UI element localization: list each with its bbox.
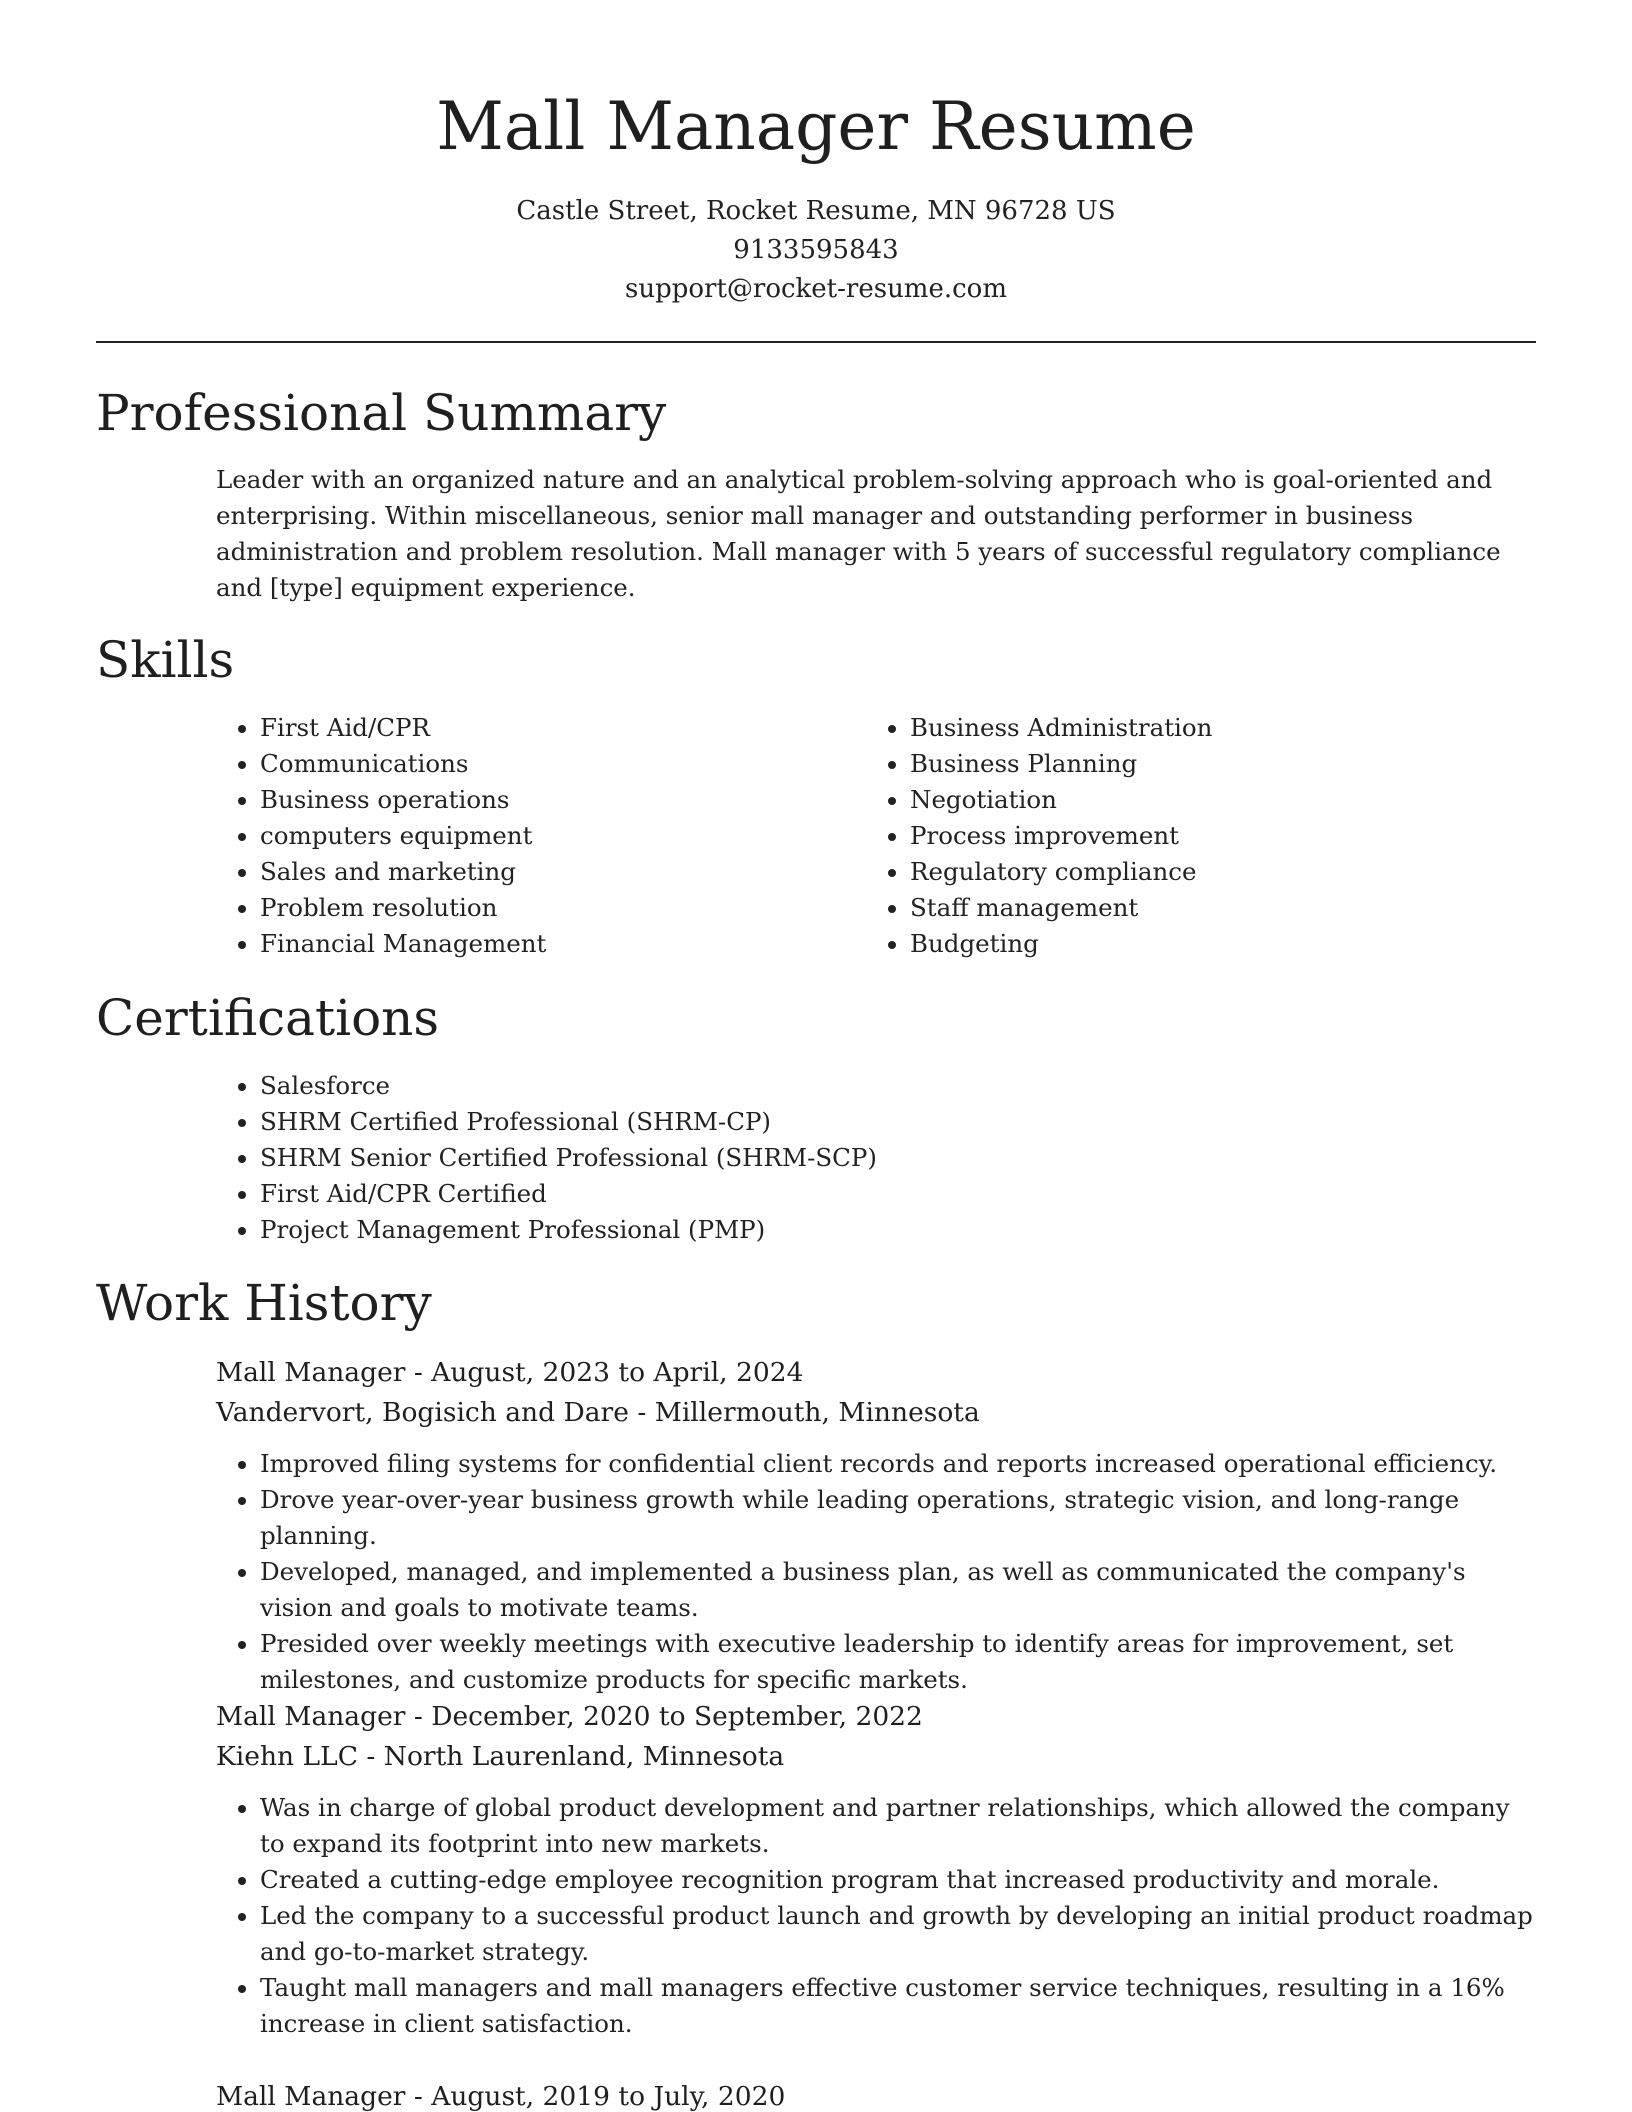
- job-bullets: [216, 1446, 1536, 1698]
- skill-item: • Sales and marketing: [260, 854, 816, 890]
- certification-item: • First Aid/CPR Certified: [260, 1176, 1536, 1212]
- job-title-line: Mall Manager - December, 2020 to September, 2022: [216, 1701, 923, 1732]
- skill-item: • Financial Management: [260, 926, 816, 962]
- summary-text: Leader with an organized nature and an analytical problem-solving approach who is goal-oriented and enterprising. Within miscellaneous, senior mall manager and outstanding performer in business administration and problem resolution. Mall manager with 5 years of successful regulatory compliance and [type] equipment experience.: [216, 465, 1501, 602]
- skill-item: • Problem resolution: [260, 890, 816, 926]
- job-bullet: • Developed, managed, and implemented a business plan, as well as communicated the company's vision and goals to motivate teams.: [260, 1554, 1536, 1626]
- job-bullet: • Taught mall managers and mall managers effective customer service techniques, resulting in a 16% increase in client satisfaction.: [260, 1970, 1536, 2042]
- certification-item: • Salesforce: [260, 1068, 1536, 1104]
- skills-heading: Skills: [96, 631, 235, 689]
- job-bullet: • Was in charge of global product development and partner relationships, which allowed the company to expand its footprint into new markets.: [260, 1790, 1536, 1862]
- contact-phone: 9133595843: [733, 235, 899, 265]
- job-bullet: • Improved filing systems for confidential client records and reports increased operational efficiency.: [260, 1446, 1536, 1482]
- skill-item: • Business Administration: [910, 710, 1466, 746]
- header-divider: [96, 341, 1536, 343]
- certifications-list: [216, 1068, 1536, 1248]
- work-history-heading: Work History: [96, 1274, 432, 1332]
- contact-address: Castle Street, Rocket Resume, MN 96728 US: [516, 196, 1116, 226]
- job-company-line: Vandervort, Bogisich and Dare - Millermouth, Minnesota: [216, 1397, 980, 1428]
- skill-item: • Negotiation: [910, 782, 1466, 818]
- skill-item: • Communications: [260, 746, 816, 782]
- skill-item: • Process improvement: [910, 818, 1466, 854]
- contact-info: [0, 192, 1632, 309]
- summary-heading: Professional Summary: [96, 384, 667, 442]
- job-company-line: Kiehn LLC - North Laurenland, Minnesota: [216, 1741, 785, 1772]
- job-bullets: [216, 1790, 1536, 2042]
- skill-item: • Business operations: [260, 782, 816, 818]
- skill-item: • Staff management: [910, 890, 1466, 926]
- contact-email: support@rocket-resume.com: [624, 274, 1007, 304]
- skill-item: • Business Planning: [910, 746, 1466, 782]
- skills-list-left: [216, 710, 816, 962]
- job-bullet: • Drove year-over-year business growth while leading operations, strategic vision, and long-range planning.: [260, 1482, 1536, 1554]
- job-bullet: • Created a cutting-edge employee recognition program that increased productivity and morale.: [260, 1862, 1536, 1898]
- resume-header: [0, 82, 1632, 309]
- skill-item: • Budgeting: [910, 926, 1466, 962]
- certification-item: • SHRM Certified Professional (SHRM-CP): [260, 1104, 1536, 1140]
- skill-item: • computers equipment: [260, 818, 816, 854]
- job-bullet: • Led the company to a successful product launch and growth by developing an initial product roadmap and go-to-market strategy.: [260, 1898, 1536, 1970]
- certification-item: • SHRM Senior Certified Professional (SHRM-SCP): [260, 1140, 1536, 1176]
- job-title-line: Mall Manager - August, 2023 to April, 2024: [216, 1357, 804, 1388]
- resume-title: Mall Manager Resume: [436, 88, 1196, 165]
- skill-item: • Regulatory compliance: [910, 854, 1466, 890]
- certification-item: • Project Management Professional (PMP): [260, 1212, 1536, 1248]
- job-bullet: • Presided over weekly meetings with executive leadership to identify areas for improvement, set milestones, and customize products for specific markets.: [260, 1626, 1536, 1698]
- skills-list-right: [866, 710, 1466, 962]
- skill-item: • First Aid/CPR: [260, 710, 816, 746]
- job-title-line: Mall Manager - August, 2019 to July, 2020: [216, 2081, 786, 2112]
- certifications-heading: Certifications: [96, 989, 440, 1047]
